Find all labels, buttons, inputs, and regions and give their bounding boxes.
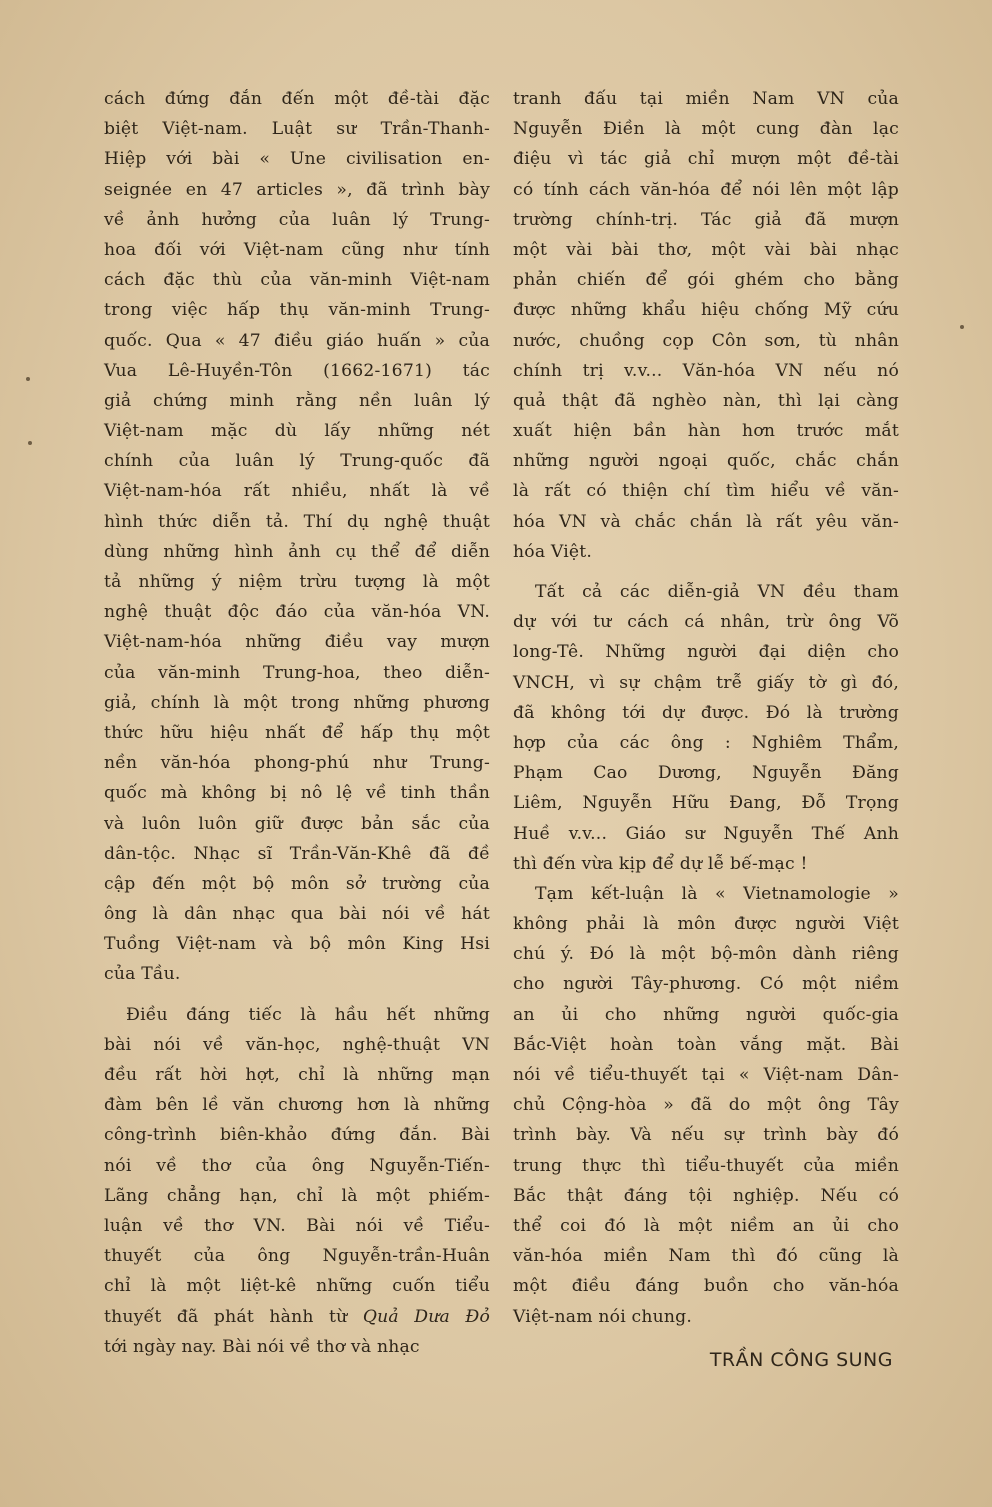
text-line: chủ Cộng-hòa » đã do một ông Tây <box>513 1095 899 1116</box>
text-line: tranh đấu tại miền Nam VN của <box>513 89 899 109</box>
text-line: Phạm Cao Dương, Nguyễn Đăng <box>513 763 899 784</box>
text-line: không phải là môn được người Việt <box>513 914 899 935</box>
text-line: cho người Tây-phương. Có một niềm <box>513 974 899 995</box>
text-line: thức hữu hiệu nhất để hấp thụ một <box>104 722 490 743</box>
text-line: trình bày. Và nếu sự trình bày đó <box>513 1125 899 1146</box>
text-line: trung thực thì tiểu-thuyết của miền <box>513 1155 899 1176</box>
text-line: an ủi cho những người quốc-gia <box>513 1004 899 1025</box>
text-line: ông là dân nhạc qua bài nói về hát <box>104 904 490 925</box>
text-line: nước, chuồng cọp Côn sơn, tù nhân <box>513 330 899 351</box>
author-signature: TRẦN CÔNG SUNG <box>709 1348 893 1371</box>
text-line: những người ngoại quốc, chắc chắn <box>513 451 899 472</box>
text-line: xuất hiện bần hàn hơn trước mắt <box>513 421 899 442</box>
text-line: hoa đối với Việt-nam cũng như tính <box>104 239 490 260</box>
right-column <box>513 84 899 1376</box>
text-line: nói về thơ của ông Nguyễn-Tiến- <box>104 1155 490 1176</box>
text-line: giả, chính là một trong những phương <box>104 692 490 713</box>
text-line: về ảnh hưởng của luân lý Trung- <box>104 209 490 230</box>
text-line: Việt-nam-hóa rất nhiều, nhất là về <box>104 481 490 502</box>
text-line: bài nói về văn-học, nghệ-thuật VN <box>104 1034 490 1055</box>
text-line: cách đứng đắn đến một đề-tài đặc <box>104 89 490 109</box>
text-line: dân-tộc. Nhạc sĩ Trần-Văn-Khê đã đề <box>104 843 490 864</box>
text-line: long-Tê. Những người đại diện cho <box>513 642 899 663</box>
text-line: quốc. Qua « 47 điều giáo huấn » của <box>104 330 490 351</box>
text-line: cách đặc thù của văn-minh Việt-nam <box>104 270 490 291</box>
text-line: dự với tư cách cá nhân, trừ ông Võ <box>513 612 899 633</box>
paragraph <box>513 84 899 567</box>
paragraph <box>104 84 490 990</box>
left-column <box>104 84 490 1362</box>
text-line: Tuồng Việt-nam và bộ môn King Hsi <box>104 934 490 955</box>
text-line: Nguyễn Điền là một cung đàn lạc <box>513 119 899 140</box>
text-line: quốc mà không bị nô lệ về tinh thần <box>104 783 490 804</box>
text-line: Liêm, Nguyễn Hữu Đang, Đỗ Trọng <box>513 793 899 814</box>
text-line: chính của luân lý Trung-quốc đã <box>104 451 490 472</box>
text-line: Tạm kết-luận là « Vietnamologie » <box>535 883 899 904</box>
text-line: Việt-nam nói chung. <box>513 1306 693 1327</box>
text-line: một điều đáng buồn cho văn-hóa <box>513 1276 899 1297</box>
text-line: Vua Lê-Huyền-Tôn (1662-1671) tác <box>104 360 490 381</box>
text-line: chính trị v.v... Văn-hóa VN nếu nó <box>513 360 899 381</box>
text-line: công-trình biên-khảo đứng đắn. Bài <box>104 1125 490 1146</box>
ink-speck <box>960 325 964 329</box>
text-line: dùng những hình ảnh cụ thể để diễn <box>104 541 490 562</box>
text-line: nền văn-hóa phong-phú như Trung- <box>104 753 490 774</box>
paragraph <box>513 577 899 879</box>
text-line: Việt-nam mặc dù lấy những nét <box>104 421 490 442</box>
text-line: hợp của các ông : Nghiêm Thẩm, <box>513 732 899 753</box>
ink-speck <box>26 377 30 381</box>
text-line: đàm bên lề văn chương hơn là những <box>104 1095 490 1116</box>
text-line: văn-hóa miền Nam thì đó cũng là <box>513 1246 899 1267</box>
text-line: điệu vì tác giả chỉ mượn một đề-tài <box>513 149 899 170</box>
text-line: Bắc-Việt hoàn toàn vắng mặt. Bài <box>513 1034 899 1055</box>
book-title: Quả Dưa Đỏ <box>362 1306 491 1327</box>
text-line: luận về thơ VN. Bài nói về Tiểu- <box>104 1215 490 1236</box>
text-line: VNCH, vì sự chậm trễ giấy tờ gì đó, <box>513 672 899 693</box>
text-line: Huề v.v... Giáo sư Nguyễn Thế Anh <box>513 823 899 844</box>
text-line: nghệ thuật độc đáo của văn-hóa VN. <box>104 602 490 623</box>
paragraph <box>513 879 899 1332</box>
text-line: Lãng chẳng hạn, chỉ là một phiếm- <box>104 1185 490 1206</box>
text-line: đã không tới dự được. Đó là trường <box>513 702 899 723</box>
text-line: Tất cả các diễn-giả VN đều tham <box>535 582 899 602</box>
text-line: là rất có thiện chí tìm hiểu về văn- <box>513 481 899 502</box>
text-line: hình thức diễn tả. Thí dụ nghệ thuật <box>104 511 490 532</box>
text-line: thuyết đã phát hành từ Quả Dưa Đỏ <box>104 1306 491 1327</box>
text-line: thì đến vừa kịp để dự lễ bế-mạc ! <box>513 853 808 874</box>
text-line: chú ý. Đó là một bộ-môn dành riêng <box>513 944 899 965</box>
text-line: có tính cách văn-hóa để nói lên một lập <box>513 179 899 200</box>
text-line: tả những ý niệm trừu tượng là một <box>104 572 490 592</box>
text-line: đều rất hời hợt, chỉ là những mạn <box>104 1065 490 1085</box>
text-line: seignée en 47 articles », đã trình bày <box>104 179 490 200</box>
ink-speck <box>28 441 32 445</box>
text-line: Hiệp với bài « Une civilisation en- <box>104 149 490 170</box>
text-line: hóa Việt. <box>513 541 593 562</box>
paragraph <box>104 1000 490 1362</box>
text-line: một vài bài thơ, một vài bài nhạc <box>513 239 899 260</box>
text-line: và luôn luôn giữ được bản sắc của <box>104 813 490 834</box>
text-line: thuyết của ông Nguyễn-trần-Huân <box>104 1246 490 1267</box>
text-line: hóa VN và chắc chắn là rất yêu văn- <box>513 511 899 532</box>
text-line: quả thật đã nghèo nàn, thì lại càng <box>513 390 899 411</box>
text-line: giả chứng minh rằng nền luân lý <box>104 390 490 411</box>
text-line: thể coi đó là một niềm an ủi cho <box>513 1215 899 1236</box>
text-line: nói về tiểu-thuyết tại « Việt-nam Dân- <box>513 1065 899 1085</box>
text-line: biệt Việt-nam. Luật sư Trần-Thanh- <box>104 119 490 140</box>
text-line: Việt-nam-hóa những điều vay mượn <box>104 632 490 653</box>
text-line: được những khẩu hiệu chống Mỹ cứu <box>513 300 899 321</box>
text-line: cập đến một bộ môn sở trường của <box>104 873 490 894</box>
text-line: của văn-minh Trung-hoa, theo diễn- <box>104 662 490 683</box>
text-line: trong việc hấp thụ văn-minh Trung- <box>104 300 490 321</box>
text-line: phản chiến để gói ghém cho bằng <box>513 270 899 291</box>
text-line: Điều đáng tiếc là hầu hết những <box>126 1004 490 1025</box>
text-line: trường chính-trị. Tác giả đã mượn <box>513 209 899 230</box>
text-line: Bắc thật đáng tội nghiệp. Nếu có <box>513 1185 899 1206</box>
text-line: của Tầu. <box>104 964 181 985</box>
text-line: chỉ là một liệt-kê những cuốn tiểu <box>104 1276 490 1297</box>
text-line: tới ngày nay. Bài nói về thơ và nhạc <box>104 1336 420 1357</box>
